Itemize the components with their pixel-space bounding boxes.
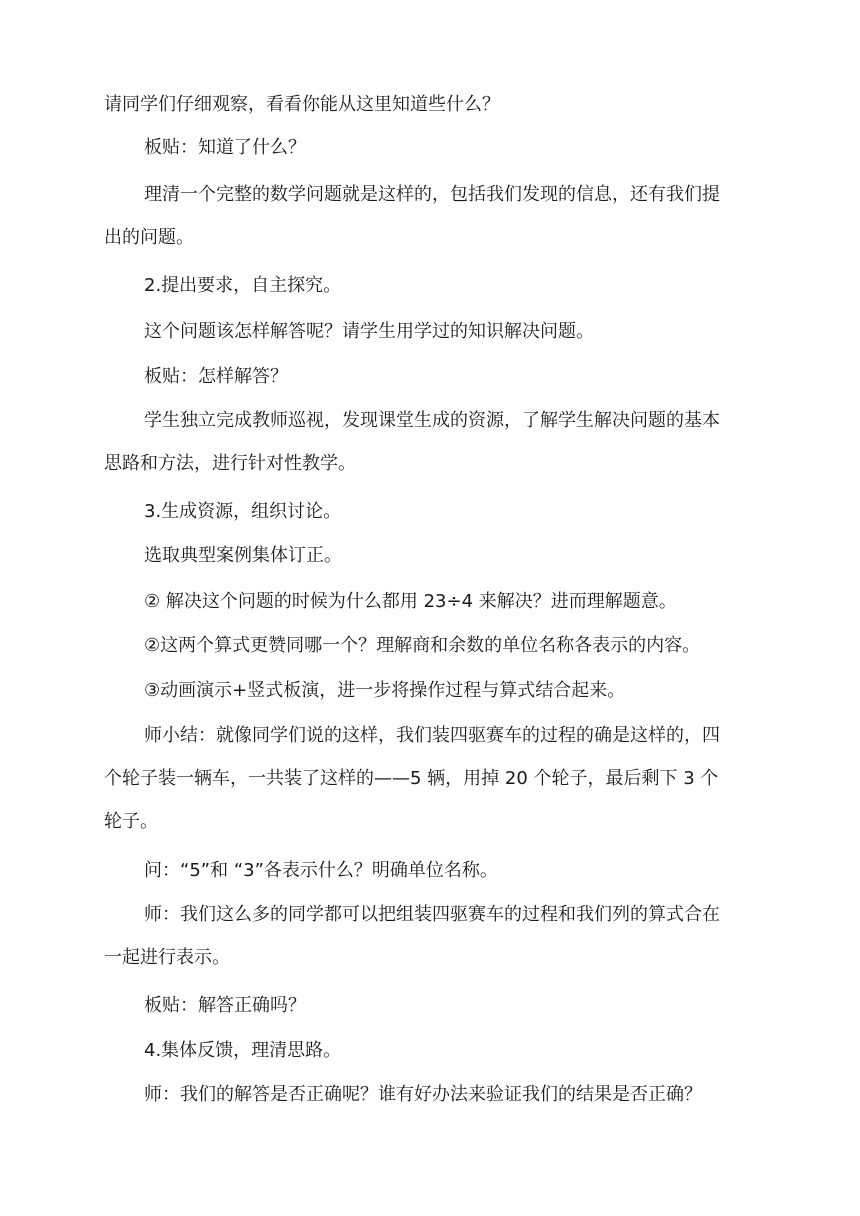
paragraph-teacher-combine — [104, 893, 784, 979]
paragraph-item-2 — [104, 624, 784, 667]
paragraph-intro — [104, 83, 784, 126]
text-line: 4.集体反馈，理清思路。 — [144, 1040, 342, 1061]
paragraph-board-note-how — [104, 355, 784, 398]
paragraph-board-note-correct — [104, 984, 784, 1027]
text-line: ②这两个算式更赞同哪一个？理解商和余数的单位名称各表示的内容。 — [144, 635, 701, 656]
text-line: ③动画演示+竖式板演，进一步将操作过程与算式结合起来。 — [144, 680, 626, 701]
text-line: 板贴：知道了什么？ — [144, 137, 306, 158]
paragraph-independent-work — [104, 399, 784, 485]
text-line: 板贴：解答正确吗？ — [144, 995, 306, 1016]
paragraph-item-1 — [104, 580, 784, 623]
text-line: 问：“5”和 “3”各表示什么？明确单位名称。 — [144, 860, 498, 881]
paragraph-clarify-problem — [104, 173, 784, 259]
text-line: 学生独立完成教师巡视，发现课堂生成的资源，了解学生解决问题的基本 — [144, 410, 720, 431]
text-line: ② 解决这个问题的时候为什么都用 23÷4 来解决？进而理解题意。 — [144, 591, 677, 612]
paragraph-teacher-verify — [104, 1073, 784, 1116]
text-line: 这个问题该怎样解答呢？请学生用学过的知识解决问题。 — [144, 321, 594, 342]
text-line: 选取典型案例集体订正。 — [144, 545, 342, 566]
text-line: 一起进行表示。 — [104, 947, 230, 968]
text-line: 轮子。 — [104, 811, 158, 832]
text-line: 3.生成资源，组织讨论。 — [144, 501, 342, 522]
paragraph-question — [104, 849, 784, 892]
text-line: 思路和方法，进行针对性教学。 — [104, 453, 356, 474]
section-heading-2 — [104, 264, 784, 307]
text-line: 出的问题。 — [104, 227, 194, 248]
text-line: 师小结：就像同学们说的这样，我们装四驱赛车的过程的确是这样的，四 — [144, 725, 720, 746]
paragraph-item-3 — [104, 669, 784, 712]
text-line: 理清一个完整的数学问题就是这样的，包括我们发现的信息，还有我们提 — [144, 184, 720, 205]
paragraph-board-note-known — [104, 126, 784, 169]
text-line: 师：我们的解答是否正确呢？谁有好办法来验证我们的结果是否正确？ — [144, 1084, 702, 1105]
text-line: 板贴：怎样解答？ — [144, 366, 288, 387]
text-line: 师：我们这么多的同学都可以把组装四驱赛车的过程和我们列的算式合在 — [144, 904, 720, 925]
paragraph-how-to-solve — [104, 310, 784, 353]
paragraph-teacher-summary — [104, 714, 784, 843]
text-line: 2.提出要求，自主探究。 — [144, 275, 342, 296]
section-heading-4 — [104, 1029, 784, 1072]
text-line: 个轮子装一辆车，一共装了这样的——5 辆，用掉 20 个轮子，最后剩下 3 个 — [104, 768, 719, 789]
paragraph-select-cases — [104, 534, 784, 577]
text-line: 请同学们仔细观察，看看你能从这里知道些什么？ — [104, 94, 500, 115]
section-heading-3 — [104, 490, 784, 533]
